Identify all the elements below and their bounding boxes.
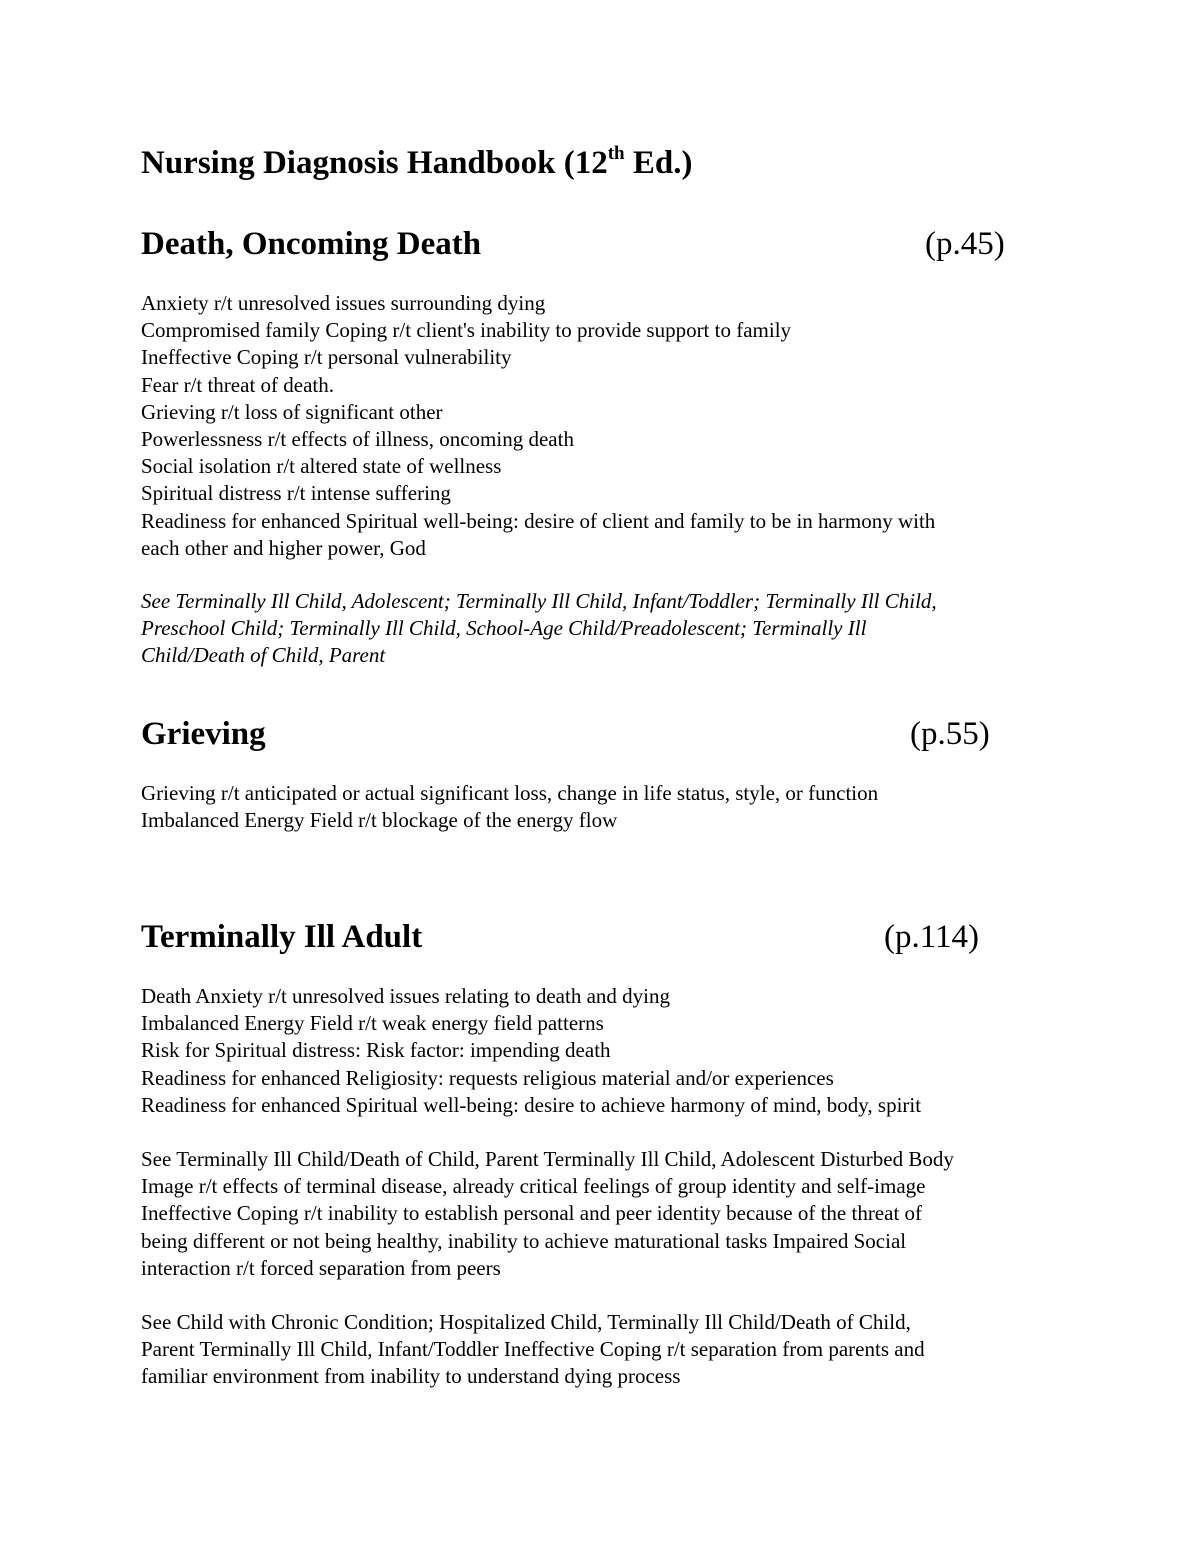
paragraph-see-terminally-ill-child: [141, 1146, 954, 1282]
list-item: each other and higher power, God: [141, 535, 426, 560]
list-item: Readiness for enhanced Religiosity: requests religious material and/or experiences: [141, 1065, 834, 1090]
see-also-line: Child/Death of Child, Parent: [141, 643, 386, 668]
paragraph-line: interaction r/t forced separation from peers: [141, 1255, 501, 1280]
list-item: Grieving r/t loss of significant other: [141, 399, 443, 424]
paragraph-line: being different or not being healthy, inability to achieve maturational tasks Impaired Social: [141, 1228, 907, 1253]
list-item: Risk for Spiritual distress: Risk factor: impending death: [141, 1038, 611, 1063]
paragraph-line: Image r/t effects of terminal disease, already critical feelings of group identity and self-image: [141, 1174, 926, 1199]
title-text: Nursing Diagnosis Handbook (12: [141, 145, 608, 181]
section-items-grieving: [141, 780, 878, 834]
see-also-line: Preschool Child; Terminally Ill Child, School-Age Child/Preadolescent; Terminally Ill: [141, 616, 867, 641]
list-item: Death Anxiety r/t unresolved issues relating to death and dying: [141, 984, 670, 1008]
paragraph-line: Parent Terminally Ill Child, Infant/Toddler Ineffective Coping r/t separation from parents and: [141, 1337, 925, 1362]
title-superscript: th: [607, 143, 625, 164]
section-heading-death: Death, Oncoming Death: [141, 226, 482, 262]
section-page-ref-grieving: (p.55): [910, 716, 990, 752]
list-item: Readiness for enhanced Spiritual well-being: desire of client and family to be in harmony with: [141, 508, 936, 533]
list-item: Readiness for enhanced Spiritual well-being: desire to achieve harmony of mind, body, spirit: [141, 1092, 922, 1117]
document-title: [141, 141, 693, 185]
section-items-terminally-ill-adult: [141, 983, 921, 1119]
list-item: Fear r/t threat of death.: [141, 372, 334, 397]
title-edition: Ed.): [624, 145, 693, 181]
list-item: Anxiety r/t unresolved issues surrounding dying: [141, 291, 546, 315]
section-page-ref-death: (p.45): [925, 226, 1005, 262]
list-item: Compromised family Coping r/t client's inability to provide support to family: [141, 318, 792, 343]
section-page-ref-terminally-ill-adult: (p.114): [884, 919, 980, 955]
paragraph-see-chronic-condition: [141, 1309, 925, 1391]
see-also-death: [141, 588, 937, 670]
list-item: Grieving r/t anticipated or actual significant loss, change in life status, style, or function: [141, 781, 879, 805]
section-items-death: [141, 290, 935, 562]
see-also-line: See Terminally Ill Child, Adolescent; Terminally Ill Child, Infant/Toddler; Terminally Ill Child,: [141, 589, 937, 613]
list-item: Imbalanced Energy Field r/t weak energy field patterns: [141, 1011, 604, 1036]
list-item: Powerlessness r/t effects of illness, oncoming death: [141, 427, 574, 452]
paragraph-line: See Terminally Ill Child/Death of Child, Parent Terminally Ill Child, Adolescent Disturbed Body: [141, 1147, 954, 1171]
paragraph-line: Ineffective Coping r/t inability to establish personal and peer identity because of the threat of: [141, 1201, 923, 1226]
paragraph-line: familiar environment from inability to understand dying process: [141, 1364, 681, 1389]
list-item: Ineffective Coping r/t personal vulnerability: [141, 345, 512, 370]
section-heading-terminally-ill-adult: Terminally Ill Adult: [141, 919, 423, 955]
paragraph-line: See Child with Chronic Condition; Hospitalized Child, Terminally Ill Child/Death of Child,: [141, 1310, 911, 1334]
list-item: Spiritual distress r/t intense suffering: [141, 481, 451, 506]
section-heading-grieving: Grieving: [141, 716, 266, 752]
list-item: Imbalanced Energy Field r/t blockage of the energy flow: [141, 808, 618, 833]
list-item: Social isolation r/t altered state of wellness: [141, 454, 502, 479]
